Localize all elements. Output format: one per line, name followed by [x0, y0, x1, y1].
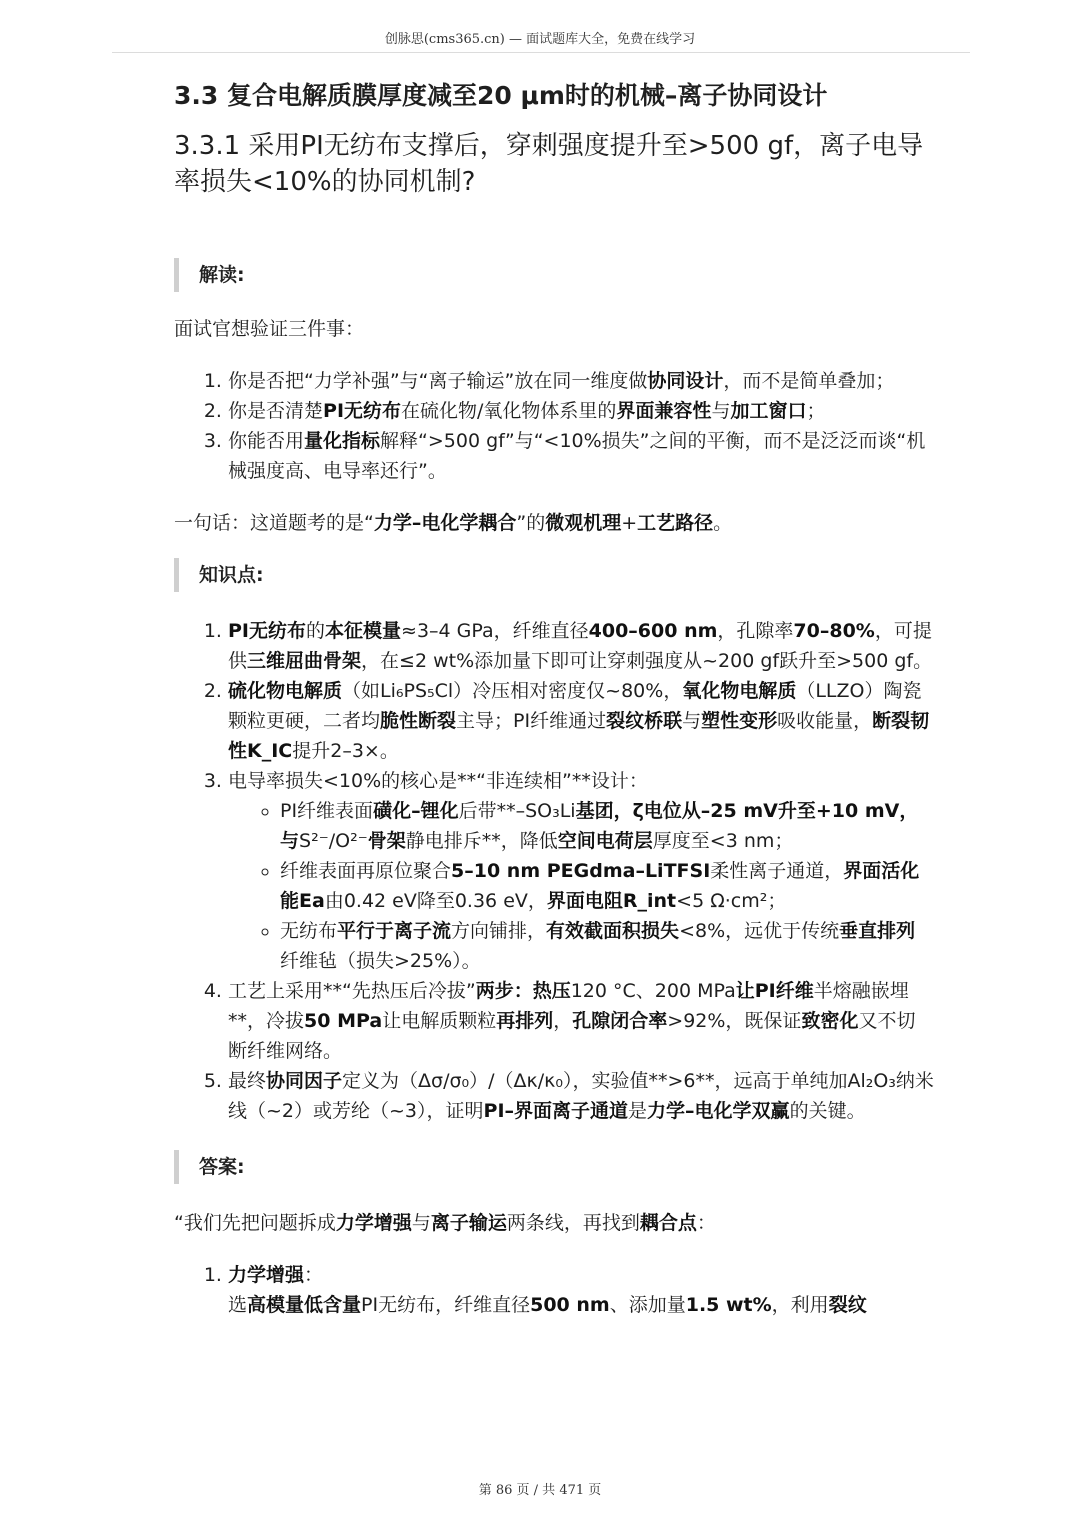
interpretation-summary: 一句话：这道题考的是“力学–电化学耦合”的微观机理+工艺路径。 — [174, 512, 733, 534]
list-item: 1. PI无纺布的本征模量≈3–4 GPa，纤维直径400–600 nm，孔隙率70–80%，可提供三维屈曲骨架，在≤2 wt%添加量下即可让穿刺强度从~200 gf跃升至>500 gf。 — [228, 616, 934, 676]
list-item: 1. 你是否把“力学补强”与“离子输运”放在同一维度做协同设计，而不是简单叠加； — [228, 366, 934, 396]
list-item: 2. 你是否清楚PI无纺布在硫化物/氧化物体系里的界面兼容性与加工窗口； — [228, 396, 934, 426]
answer-list — [174, 1260, 934, 1320]
page-header: 创脉思(cms365.cn) — 面试题库大全，免费在线学习 — [384, 32, 696, 47]
list-item: 5. 最终协同因子定义为（Δσ/σ₀）/（Δκ/κ₀），实验值**>6**，远高于单纯加Al₂O₃纳米线（~2）或芳纶（~3），证明PI–界面离子通道是力学–电化学双赢的关键。 — [228, 1066, 934, 1126]
interpretation-intro: 面试官想验证三件事： — [174, 318, 365, 340]
knowledge-list — [174, 616, 934, 1126]
document-body — [174, 78, 934, 1320]
sub-list-item: ◦ 纤维表面再原位聚合5–10 nm PEGdma–LiTFSI柔性离子通道，界面活化能Ea由0.42 eV降至0.36 eV，界面电阻R_int<5 Ω·cm²； — [280, 856, 934, 916]
list-item: 3. 你能否用量化指标解释“>500 gf”与“<10%损失”之间的平衡，而不是泛泛而谈“机械强度高、电导率还行”。 — [228, 426, 934, 486]
question-title: 3.3.1 采用PI无纺布支撑后，穿刺强度提升至>500 gf，离子电导率损失<10%的协同机制? — [174, 131, 924, 197]
section-title: 3.3 复合电解质膜厚度减至20 μm时的机械–离子协同设计 — [174, 81, 828, 110]
answer-intro: “我们先把问题拆成力学增强与离子输运两条线，再找到耦合点： — [174, 1212, 716, 1234]
list-item: 3. 电导率损失<10%的核心是**“非连续相”**设计： ◦ PI纤维表面磺化–锂化后带**–SO₃Li基团，ζ电位从–25 mV升至+10 mV，与S²⁻/O²⁻骨架静电排斥**，降低空间电荷层厚度至<3 nm； ◦ 纤维表面再原位聚合5–10 nm PEGdma–LiTFSI柔性离子通道，界面活化能Ea由0.42 eV降至0.36 eV，界面电阻R_int<5 Ω·cm²； ◦ 无纺布平行于离子流方向铺排，有效截面积损失<8%，远优于传统垂直排列纤维毡（损失>25%）。 — [228, 766, 934, 976]
header-divider — [112, 52, 970, 53]
interpretation-heading: 解读: — [174, 258, 934, 292]
knowledge-heading: 知识点: — [174, 558, 934, 592]
answer-heading: 答案: — [174, 1150, 934, 1184]
sub-list-item: ◦ PI纤维表面磺化–锂化后带**–SO₃Li基团，ζ电位从–25 mV升至+10 mV，与S²⁻/O²⁻骨架静电排斥**，降低空间电荷层厚度至<3 nm； — [280, 796, 934, 856]
sub-list — [228, 796, 934, 976]
page-footer: 第 86 页 / 共 471 页 — [478, 1483, 602, 1498]
list-item: 1. 力学增强： 选高模量低含量PI无纺布，纤维直径500 nm、添加量1.5 wt%，利用裂纹 — [228, 1260, 934, 1320]
list-item: 4. 工艺上采用**“先热压后冷拔”两步：热压120 °C、200 MPa让PI纤维半熔融嵌埋**，冷拔50 MPa让电解质颗粒再排列，孔隙闭合率>92%，既保证致密化又不切断纤维网络。 — [228, 976, 934, 1066]
interpretation-list — [174, 366, 934, 486]
list-item: 2. 硫化物电解质（如Li₆PS₅Cl）冷压相对密度仅~80%，氧化物电解质（LLZO）陶瓷颗粒更硬，二者均脆性断裂主导；PI纤维通过裂纹桥联与塑性变形吸收能量，断裂韧性K_IC提升2–3×。 — [228, 676, 934, 766]
sub-list-item: ◦ 无纺布平行于离子流方向铺排，有效截面积损失<8%，远优于传统垂直排列纤维毡（损失>25%）。 — [280, 916, 934, 976]
